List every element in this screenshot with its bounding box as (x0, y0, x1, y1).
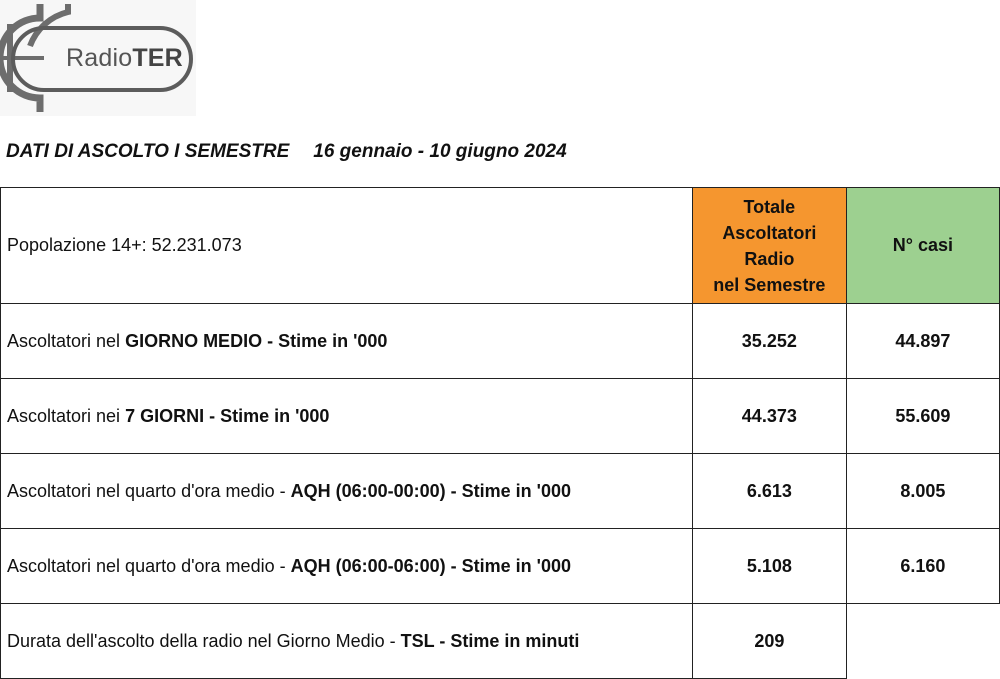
row-cases: 6.160 (846, 529, 999, 604)
title-period: 16 gennaio - 10 giugno 2024 (313, 141, 567, 162)
row-total: 35.252 (692, 304, 846, 379)
population-cell: Popolazione 14+: 52.231.073 (1, 188, 693, 304)
header-total-listeners: Totale Ascoltatori Radio nel Semestre (692, 188, 846, 304)
row-cases: 55.609 (846, 379, 999, 454)
row-label: Ascoltatori nel quarto d'ora medio - AQH (06:00-00:00) - Stime in '000 (1, 454, 693, 529)
logo-text: RadioTER (66, 44, 183, 72)
listening-data-table (0, 187, 1000, 679)
row-cases: 8.005 (846, 454, 999, 529)
radioter-logo (0, 0, 196, 116)
table-row (1, 379, 1000, 454)
row-label: Ascoltatori nei 7 GIORNI - Stime in '000 (1, 379, 693, 454)
page-title (6, 141, 567, 163)
header-cases: N° casi (846, 188, 999, 304)
title-main: DATI DI ASCOLTO I SEMESTRE (6, 141, 290, 162)
row-label: Durata dell'ascolto della radio nel Giorno Medio - TSL - Stime in minuti (1, 604, 693, 679)
row-total: 209 (692, 604, 846, 679)
table-header-row (1, 188, 1000, 304)
row-label: Ascoltatori nel GIORNO MEDIO - Stime in '000 (1, 304, 693, 379)
row-total: 6.613 (692, 454, 846, 529)
row-label: Ascoltatori nel quarto d'ora medio - AQH (06:00-06:00) - Stime in '000 (1, 529, 693, 604)
table-row (1, 454, 1000, 529)
row-total: 5.108 (692, 529, 846, 604)
row-cases-empty (846, 604, 999, 679)
row-total: 44.373 (692, 379, 846, 454)
table-row (1, 529, 1000, 604)
table-row (1, 304, 1000, 379)
row-cases: 44.897 (846, 304, 999, 379)
table-row (1, 604, 1000, 679)
